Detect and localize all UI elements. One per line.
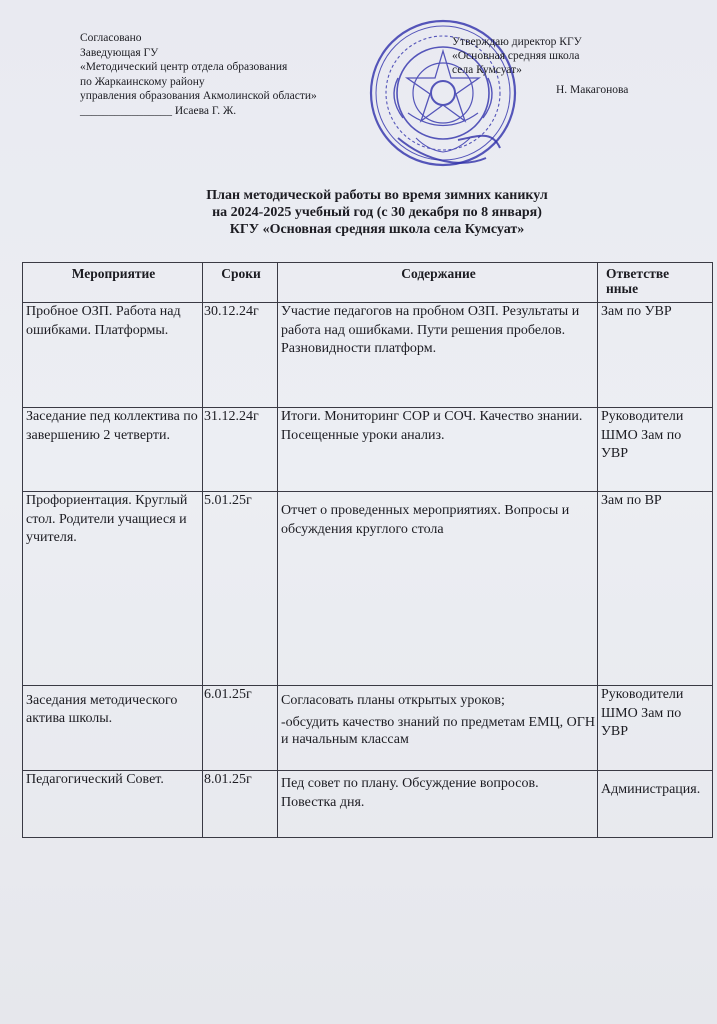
- cell-event: Профориентация. Круглый стол. Родители учащиеся и учителя.: [23, 492, 203, 686]
- cell-date: 8.01.25г: [203, 771, 278, 838]
- approval-line: по Жаркаинскому району: [80, 75, 205, 88]
- cell-date: 5.01.25г: [203, 492, 278, 686]
- content-line-1: Согласовать планы открытых уроков;: [281, 693, 505, 708]
- cell-content: [278, 686, 598, 771]
- table-row: [23, 408, 713, 492]
- cell-responsible: Администрация.: [598, 771, 713, 838]
- cell-event: Педагогический Совет.: [23, 771, 203, 838]
- content-line-2: -обсудить качество знаний по предметам ЕМЦ, ОГН и начальным классам: [281, 714, 595, 747]
- cell-content: Итоги. Мониторинг СОР и СОЧ. Качество знании. Посещенные уроки анализ.: [278, 408, 598, 492]
- approval-line: «Основная средняя школа: [452, 50, 580, 62]
- cell-date: 31.12.24г: [203, 408, 278, 492]
- cell-date: 30.12.24г: [203, 303, 278, 408]
- cell-responsible: Руководители ШМО Зам по УВР: [598, 686, 713, 771]
- cell-event: Заседание пед коллектива по завершению 2 четверти.: [23, 408, 203, 492]
- cell-responsible: Зам по ВР: [598, 492, 713, 686]
- header-responsible-line-1: Ответстве: [606, 266, 670, 281]
- approval-block-left: [80, 31, 317, 119]
- table-row: [23, 303, 713, 408]
- approval-block-right: [452, 35, 582, 77]
- approval-line: села Кумсуат»: [452, 64, 522, 76]
- cell-event: Пробное ОЗП. Работа над ошибками. Платформы.: [23, 303, 203, 408]
- table-row: [23, 771, 713, 838]
- header-responsible: [598, 263, 713, 303]
- cell-responsible: Руководители ШМО Зам по УВР: [598, 408, 713, 492]
- title-line-2: на 2024-2025 учебный год (с 30 декабря по 8 января): [212, 205, 542, 220]
- cell-content: Отчет о проведенных мероприятиях. Вопросы и обсуждения круглого стола: [278, 492, 598, 686]
- header-event: Мероприятие: [23, 263, 203, 303]
- cell-content: Участие педагогов на пробном ОЗП. Результаты и работа над ошибками. Пути решения пробелов. Разновидности платформ.: [278, 303, 598, 408]
- approval-line: Согласовано: [80, 32, 142, 44]
- director-name: Н. Макагонова: [556, 84, 629, 96]
- document-title: [80, 187, 674, 238]
- approval-line: Заведующая ГУ: [80, 46, 159, 59]
- cell-event: Заседания методического актива школы.: [23, 686, 203, 771]
- approval-signature-line: ________________ Исаева Г. Ж.: [80, 104, 237, 117]
- plan-table: [22, 262, 713, 838]
- approval-line: управления образования Акмолинской области»: [80, 90, 317, 103]
- table-row: [23, 492, 713, 686]
- header-responsible-line-2: нные: [606, 281, 639, 296]
- cell-date: 6.01.25г: [203, 686, 278, 771]
- cell-content: Пед совет по плану. Обсуждение вопросов. Повестка дня.: [278, 771, 598, 838]
- approval-line: «Методический центр отдела образования: [80, 61, 288, 74]
- header-dates: Сроки: [203, 263, 278, 303]
- header-content: Содержание: [278, 263, 598, 303]
- title-line-3: КГУ «Основная средняя школа села Кумсуат»: [229, 222, 525, 237]
- title-line-1: План методической работы во время зимних каникул: [206, 188, 548, 203]
- cell-responsible: Зам по УВР: [598, 303, 713, 408]
- table-header-row: [23, 263, 713, 303]
- table-row: [23, 686, 713, 771]
- approval-line: Утверждаю директор КГУ: [452, 36, 582, 48]
